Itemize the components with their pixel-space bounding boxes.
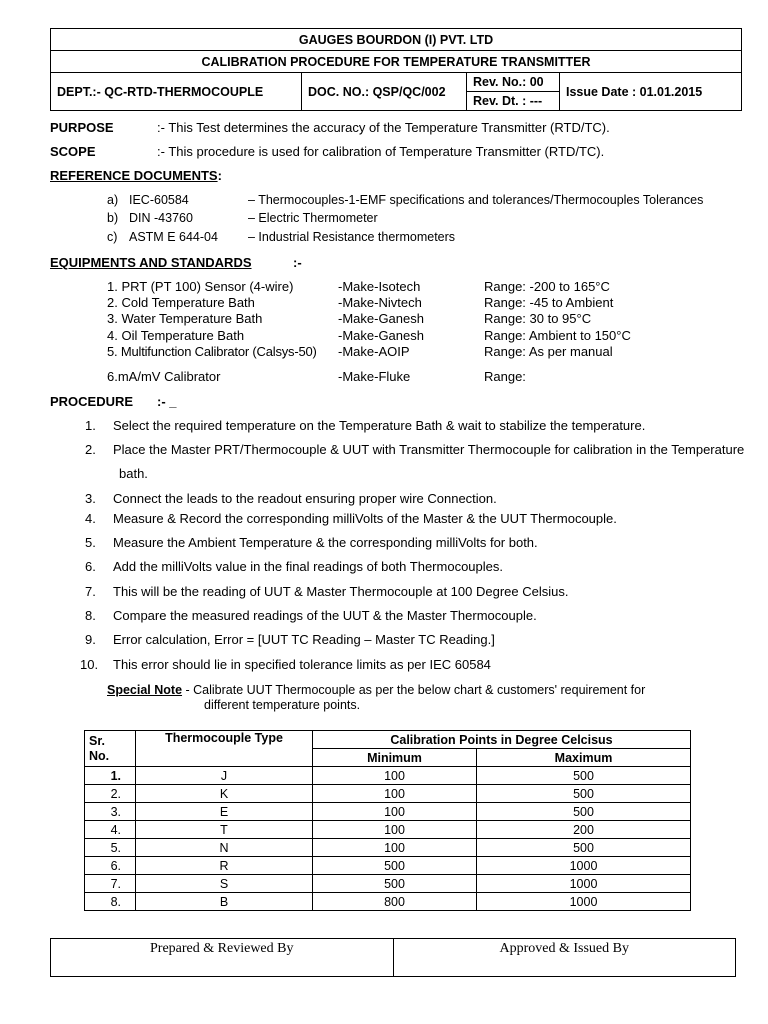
step-text: Measure the Ambient Temperature & the corresponding milliVolts for both.: [113, 535, 538, 550]
reference-code: DIN -43760: [129, 211, 193, 225]
step-text: Add the milliVolts value in the final readings of both Thermocouples.: [113, 559, 503, 574]
step-text: Error calculation, Error = [UUT TC Reading – Master TC Reading.]: [113, 632, 495, 647]
equipment-colon: :-: [293, 255, 302, 270]
cell-maximum: 1000: [477, 875, 691, 893]
calibration-table: [84, 730, 691, 911]
step-text: Measure & Record the corresponding milliVolts of the Master & the UUT Thermocouple.: [113, 511, 617, 526]
special-note-text: - Calibrate UUT Thermocouple as per the below chart & customers' requirement for: [182, 683, 646, 697]
cell-type: E: [136, 803, 313, 821]
equipment-heading: EQUIPMENTS AND STANDARDS: [50, 255, 252, 270]
step-number: 1.: [85, 418, 96, 433]
purpose-text: :- This Test determines the accuracy of the Temperature Transmitter (RTD/TC).: [157, 120, 610, 135]
step-text: This error should lie in specified tolerance limits as per IEC 60584: [113, 657, 491, 672]
cell-sr: 1.: [85, 767, 136, 785]
equipment-make: -Make-Fluke: [338, 369, 411, 384]
cell-type: K: [136, 785, 313, 803]
equipment-make: -Make-Isotech: [338, 279, 421, 294]
document-header: [50, 28, 742, 111]
issue-date: Issue Date : 01.01.2015: [560, 73, 742, 111]
equipment-name: 2. Cold Temperature Bath: [107, 295, 255, 310]
cell-maximum: 200: [477, 821, 691, 839]
cell-sr: 4.: [85, 821, 136, 839]
special-note-text-continued: different temperature points.: [204, 698, 361, 712]
step-number: 6.: [85, 559, 96, 574]
step-text-clip: [113, 442, 768, 457]
cell-type: B: [136, 893, 313, 911]
purpose-label: PURPOSE: [50, 120, 114, 135]
cell-minimum: 500: [313, 857, 477, 875]
table-row: [85, 893, 691, 911]
reference-description: – Thermocouples-1-EMF specifications and tolerances/Thermocouples Tolerances: [248, 193, 704, 207]
equipment-range: Range: As per manual: [484, 344, 613, 359]
equipment-name: 1. PRT (PT 100) Sensor (4-wire): [107, 279, 294, 294]
table-row: [85, 803, 691, 821]
prepared-reviewed-by: Prepared & Reviewed By: [51, 939, 394, 977]
table-row: [85, 821, 691, 839]
equipment-range: Range: -200 to 165°C: [484, 279, 610, 294]
cell-type: J: [136, 767, 313, 785]
step-number: 5.: [85, 535, 96, 550]
document-title: CALIBRATION PROCEDURE FOR TEMPERATURE TRANSMITTER: [51, 51, 742, 73]
equipment-make: -Make-AOIP: [338, 344, 410, 359]
equipment-make: -Make-Ganesh: [338, 311, 424, 326]
table-row: [85, 767, 691, 785]
step-number: 2.: [85, 442, 96, 457]
revision-number: Rev. No.: 00: [467, 73, 560, 92]
step-number: 3.: [85, 491, 96, 506]
step-number: 8.: [85, 608, 96, 623]
procedure-colon: :- _: [157, 394, 177, 409]
cell-minimum: 100: [313, 785, 477, 803]
cell-sr: 3.: [85, 803, 136, 821]
step-number: 9.: [85, 632, 96, 647]
reference-marker: b): [107, 211, 119, 225]
step-text-continued: bath.: [119, 466, 148, 481]
cell-maximum: 1000: [477, 893, 691, 911]
table-row: [85, 857, 691, 875]
cell-minimum: 800: [313, 893, 477, 911]
company-name: GAUGES BOURDON (I) PVT. LTD: [51, 29, 742, 51]
procedure-heading: PROCEDURE: [50, 394, 134, 409]
step-number: 7.: [85, 584, 96, 599]
equipment-name: 4. Oil Temperature Bath: [107, 328, 245, 343]
column-header-calibration-points: Calibration Points in Degree Celcisus: [313, 731, 691, 749]
cell-maximum: 500: [477, 839, 691, 857]
equipment-range: Range:: [484, 369, 526, 384]
reference-marker: c): [107, 230, 118, 244]
equipment-range: Range: Ambient to 150°C: [484, 328, 631, 343]
scope-text: :- This procedure is used for calibration of Temperature Transmitter (RTD/TC).: [157, 144, 605, 159]
signature-block: [50, 938, 736, 977]
cell-sr: 8.: [85, 893, 136, 911]
step-text: Compare the measured readings of the UUT & the Master Thermocouple.: [113, 608, 537, 623]
reference-description: – Industrial Resistance thermometers: [248, 230, 456, 244]
column-header-type: Thermocouple Type: [136, 731, 313, 767]
column-header-minimum: Minimum: [313, 749, 477, 767]
table-row: [85, 785, 691, 803]
cell-minimum: 500: [313, 875, 477, 893]
cell-maximum: 1000: [477, 857, 691, 875]
cell-minimum: 100: [313, 803, 477, 821]
step-text: This will be the reading of UUT & Master Thermocouple at 100 Degree Celsius.: [113, 584, 569, 599]
cell-sr: 6.: [85, 857, 136, 875]
step-number: 4.: [85, 511, 96, 526]
column-header-sr: Sr. No.: [85, 731, 136, 767]
cell-maximum: 500: [477, 803, 691, 821]
approved-issued-by: Approved & Issued By: [393, 939, 736, 977]
reference-code: ASTM E 644-04: [129, 230, 218, 244]
step-text: Select the required temperature on the Temperature Bath & wait to stabilize the temperature.: [113, 418, 646, 433]
step-text: Place the Master PRT/Thermocouple & UUT with Transmitter Thermocouple for calibration in the Temperature: [113, 442, 745, 457]
column-header-maximum: Maximum: [477, 749, 691, 767]
equipment-name: 5. Multifunction Calibrator (Calsys-50): [107, 344, 317, 359]
reference-code: IEC-60584: [129, 193, 189, 207]
special-note: [107, 683, 645, 697]
reference-marker: a): [107, 193, 119, 207]
reference-heading: REFERENCE DOCUMENTS:: [50, 168, 222, 183]
cell-minimum: 100: [313, 767, 477, 785]
equipment-name: 6.mA/mV Calibrator: [107, 369, 221, 384]
cell-type: N: [136, 839, 313, 857]
step-number: 10.: [80, 657, 99, 672]
equipment-name: 3. Water Temperature Bath: [107, 311, 263, 326]
special-note-label: Special Note: [107, 683, 183, 697]
department: DEPT.:- QC-RTD-THERMOCOUPLE: [51, 73, 302, 111]
cell-type: R: [136, 857, 313, 875]
cell-sr: 5.: [85, 839, 136, 857]
cell-sr: 2.: [85, 785, 136, 803]
cell-minimum: 100: [313, 821, 477, 839]
cell-maximum: 500: [477, 785, 691, 803]
step-text: Connect the leads to the readout ensuring proper wire Connection.: [113, 491, 497, 506]
document-number: DOC. NO.: QSP/QC/002: [302, 73, 467, 111]
table-row: [85, 875, 691, 893]
equipment-make: -Make-Nivtech: [338, 295, 422, 310]
reference-description: – Electric Thermometer: [248, 211, 378, 225]
scope-label: SCOPE: [50, 144, 96, 159]
cell-sr: 7.: [85, 875, 136, 893]
cell-minimum: 100: [313, 839, 477, 857]
revision-date: Rev. Dt. : ---: [467, 92, 560, 111]
equipment-make: -Make-Ganesh: [338, 328, 424, 343]
cell-type: S: [136, 875, 313, 893]
equipment-range: Range: 30 to 95°C: [484, 311, 592, 326]
cell-type: T: [136, 821, 313, 839]
cell-maximum: 500: [477, 767, 691, 785]
equipment-range: Range: -45 to Ambient: [484, 295, 614, 310]
table-row: [85, 839, 691, 857]
